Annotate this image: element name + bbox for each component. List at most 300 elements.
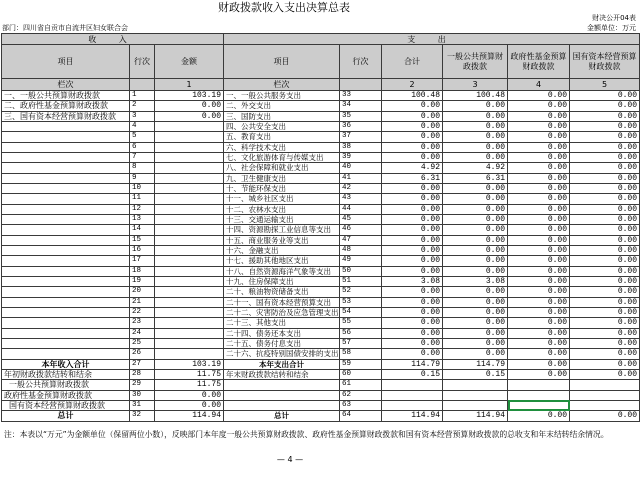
income-item-cell [2,256,130,266]
income-line-cell: 7 [130,152,155,162]
expenditure-item-cell: 二十六、抗疫特别国债安排的支出 [224,349,340,359]
income-amount-cell [155,276,224,286]
income-line-cell: 19 [130,276,155,286]
income-item-cell [2,338,130,348]
income-item-cell [2,214,130,224]
gov-fund-cell: 0.00 [508,276,570,286]
general-budget-cell: 0.00 [443,297,508,307]
state-capital-cell: 0.00 [570,338,640,348]
financial-table [1,33,640,422]
general-budget-cell: 0.00 [443,111,508,121]
gov-fund-cell: 0.00 [508,173,570,183]
state-capital-cell: 0.00 [570,204,640,214]
total-cell: 0.00 [382,132,443,142]
gov-fund-cell: 0.00 [508,152,570,162]
general-budget-cell: 0.00 [443,101,508,111]
expenditure-line-cell: 35 [340,111,382,121]
expenditure-line-cell: 50 [340,266,382,276]
expenditure-line-cell: 59 [340,359,382,369]
total-cell: 0.00 [382,318,443,328]
general-budget-cell: 0.00 [443,307,508,317]
col-number-blank [340,79,382,91]
income-line-cell: 29 [130,380,155,390]
table-row [2,194,640,204]
state-capital-cell: 0.00 [570,111,640,121]
gov-fund-cell: 0.00 [508,214,570,224]
table-row [2,359,640,369]
expenditure-line-cell: 44 [340,204,382,214]
expenditure-line-cell: 58 [340,349,382,359]
total-cell: 114.79 [382,359,443,369]
income-item-cell [2,204,130,214]
income-amount-cell [155,204,224,214]
expenditure-line-cell: 45 [340,214,382,224]
gov-fund-cell: 0.00 [508,225,570,235]
expenditure-line-cell: 42 [340,183,382,193]
expenditure-line-cell: 43 [340,194,382,204]
col-expenditure-item: 项目 [224,45,340,79]
income-line-cell: 15 [130,235,155,245]
income-line-cell: 30 [130,390,155,400]
general-budget-cell: 0.00 [443,349,508,359]
gov-fund-cell: 0.00 [508,369,570,379]
table-row [2,101,640,111]
income-item-cell [2,121,130,131]
col-state-capital: 国有资本经营预算财政拨款 [570,45,640,79]
income-item-cell: 三、国有资本经营预算财政拨款 [2,111,130,121]
income-line-cell: 26 [130,349,155,359]
income-line-cell: 18 [130,266,155,276]
expenditure-item-cell: 二十三、其他支出 [224,318,340,328]
total-cell: 0.15 [382,369,443,379]
col-number-blank [130,79,155,91]
gov-fund-cell: 0.00 [508,287,570,297]
income-item-cell [2,297,130,307]
gov-fund-cell: 0.00 [508,256,570,266]
income-line-cell: 9 [130,173,155,183]
footnote: 注：本表以“万元”为金额单位（保留两位小数），反映部门本年度一般公共预算财政拨款、政府性基金预算财政拨款和国有资本经营预算财政拨款的总收支和年末结转结余情况。 [4,430,609,439]
table-row [2,132,640,142]
general-budget-cell: 0.00 [443,214,508,224]
total-cell [382,380,443,390]
department-label: 部门：四川省自贡市自流井区妇女联合会 [2,24,128,32]
general-budget-cell: 0.00 [443,318,508,328]
expenditure-item-cell: 一、一般公共服务支出 [224,91,340,101]
col-income-amount: 金额 [155,45,224,79]
income-line-cell: 11 [130,194,155,204]
income-item-cell [2,245,130,255]
gov-fund-cell: 0.00 [508,183,570,193]
table-row [2,276,640,286]
total-cell: 0.00 [382,204,443,214]
income-item-cell [2,266,130,276]
income-item-cell: 政府性基金预算财政拨款 [2,390,130,400]
total-cell: 0.00 [382,214,443,224]
expenditure-item-cell: 九、卫生健康支出 [224,173,340,183]
general-budget-cell: 0.00 [443,245,508,255]
gov-fund-cell [508,390,570,400]
income-amount-cell [155,245,224,255]
state-capital-cell [570,390,640,400]
gov-fund-cell: 0.00 [508,194,570,204]
gov-fund-cell: 0.00 [508,297,570,307]
income-line-cell: 13 [130,214,155,224]
income-amount-cell: 11.75 [155,369,224,379]
income-amount-cell [155,287,224,297]
total-cell: 0.00 [382,225,443,235]
income-item-cell [2,307,130,317]
expenditure-item-cell: 十、节能环保支出 [224,183,340,193]
expenditure-line-cell: 39 [340,152,382,162]
expenditure-line-cell: 37 [340,132,382,142]
expenditure-line-cell: 64 [340,411,382,421]
gov-fund-cell: 0.00 [508,204,570,214]
income-amount-cell [155,183,224,193]
income-item-cell: 一般公共预算财政拨款 [2,380,130,390]
expenditure-line-cell: 52 [340,287,382,297]
general-budget-cell: 0.00 [443,266,508,276]
total-cell: 0.00 [382,266,443,276]
table-row [2,307,640,317]
state-capital-cell: 0.00 [570,287,640,297]
income-line-cell: 27 [130,359,155,369]
income-line-cell: 28 [130,369,155,379]
income-line-cell: 25 [130,338,155,348]
income-item-cell [2,328,130,338]
income-amount-cell [155,235,224,245]
income-amount-cell [155,121,224,131]
expenditure-line-cell: 48 [340,245,382,255]
table-row [2,349,640,359]
income-line-cell: 22 [130,307,155,317]
state-capital-cell: 0.00 [570,173,640,183]
expenditure-item-cell: 二十四、债务还本支出 [224,328,340,338]
income-line-cell: 20 [130,287,155,297]
form-number: 财决公开04表 [592,14,636,22]
expenditure-item-cell: 本年支出合计 [224,359,340,369]
gov-fund-cell: 0.00 [508,411,570,421]
income-line-cell: 1 [130,91,155,101]
total-cell: 100.48 [382,91,443,101]
state-capital-cell [570,380,640,390]
col-number: 2 [382,79,443,91]
state-capital-cell: 0.00 [570,359,640,369]
state-capital-cell: 0.00 [570,349,640,359]
total-cell: 0.00 [382,256,443,266]
general-budget-cell: 0.00 [443,194,508,204]
gov-fund-cell: 0.00 [508,132,570,142]
gov-fund-cell: 0.00 [508,328,570,338]
total-cell: 6.31 [382,173,443,183]
income-item-cell [2,132,130,142]
general-budget-cell: 114.94 [443,411,508,421]
income-amount-cell [155,256,224,266]
expenditure-line-cell: 53 [340,297,382,307]
table-row [2,183,640,193]
gov-fund-cell: 0.00 [508,101,570,111]
expenditure-item-cell: 十三、交通运输支出 [224,214,340,224]
income-amount-cell: 0.00 [155,400,224,410]
expenditure-line-cell: 47 [340,235,382,245]
total-cell: 0.00 [382,338,443,348]
expenditure-item-cell: 八、社会保障和就业支出 [224,163,340,173]
total-cell: 0.00 [382,297,443,307]
expenditure-item-cell: 十七、援助其他地区支出 [224,256,340,266]
expenditure-item-cell: 十八、自然资源海洋气象等支出 [224,266,340,276]
table-row [2,214,640,224]
income-line-cell: 4 [130,121,155,131]
income-line-cell: 24 [130,328,155,338]
general-budget-cell: 0.00 [443,152,508,162]
header-income: 收 入 [2,34,224,45]
general-budget-cell [443,380,508,390]
income-amount-cell: 0.00 [155,390,224,400]
general-budget-cell: 0.00 [443,132,508,142]
table-row [2,297,640,307]
income-line-cell: 5 [130,132,155,142]
expenditure-item-cell: 二十一、国有资本经营预算支出 [224,297,340,307]
income-item-cell [2,142,130,152]
income-line-cell: 14 [130,225,155,235]
gov-fund-cell [508,380,570,390]
total-cell: 0.00 [382,328,443,338]
table-row [2,338,640,348]
income-line-cell: 10 [130,183,155,193]
state-capital-cell: 0.00 [570,411,640,421]
expenditure-item-cell: 年末财政拨款结转和结余 [224,369,340,379]
expenditure-item-cell [224,400,340,410]
expenditure-line-cell: 36 [340,121,382,131]
income-amount-cell: 114.94 [155,411,224,421]
expenditure-item-cell [224,380,340,390]
col-general-budget: 一般公共预算财政拨款 [443,45,508,79]
income-amount-cell [155,142,224,152]
table-row [2,266,640,276]
expenditure-item-cell: 十六、金融支出 [224,245,340,255]
table-row [2,204,640,214]
expenditure-line-cell: 41 [340,173,382,183]
expenditure-item-cell: 二十、粮油物资储备支出 [224,287,340,297]
income-amount-cell: 103.19 [155,359,224,369]
income-line-cell: 32 [130,411,155,421]
col-number: 1 [155,79,224,91]
expenditure-item-cell [224,390,340,400]
col-total: 合计 [382,45,443,79]
income-line-cell: 12 [130,204,155,214]
income-line-cell: 17 [130,256,155,266]
gov-fund-cell: 0.00 [508,359,570,369]
expenditure-line-cell: 55 [340,318,382,328]
state-capital-cell: 0.00 [570,214,640,224]
gov-fund-cell: 0.00 [508,235,570,245]
state-capital-cell: 0.00 [570,266,640,276]
general-budget-cell: 4.92 [443,163,508,173]
table-row [2,111,640,121]
gov-fund-cell: 0.00 [508,121,570,131]
table-row [2,163,640,173]
table-row [2,369,640,379]
table-row [2,173,640,183]
table-row [2,152,640,162]
income-amount-cell [155,318,224,328]
income-amount-cell [155,328,224,338]
income-line-cell: 23 [130,318,155,328]
total-cell [382,390,443,400]
income-amount-cell [155,307,224,317]
income-item-cell [2,225,130,235]
expenditure-line-cell: 51 [340,276,382,286]
income-item-cell: 一、一般公共预算财政拨款 [2,91,130,101]
total-cell: 0.00 [382,287,443,297]
table-row [2,225,640,235]
general-budget-cell: 0.00 [443,338,508,348]
total-cell [382,400,443,410]
general-budget-cell: 0.00 [443,328,508,338]
gov-fund-cell: 0.00 [508,111,570,121]
expenditure-line-cell: 56 [340,328,382,338]
expenditure-line-cell: 34 [340,101,382,111]
table-row [2,142,640,152]
general-budget-cell: 0.00 [443,256,508,266]
gov-fund-cell: 0.00 [508,307,570,317]
unit-label: 金额单位：万元 [587,24,636,32]
table-row [2,380,640,390]
expenditure-item-cell: 十四、资源勘探工业信息等支出 [224,225,340,235]
income-item-cell [2,194,130,204]
state-capital-cell: 0.00 [570,245,640,255]
gov-fund-cell: 0.00 [508,91,570,101]
general-budget-cell [443,400,508,410]
expenditure-line-cell: 49 [340,256,382,266]
income-line-cell: 2 [130,101,155,111]
expenditure-item-cell: 二、外交支出 [224,101,340,111]
general-budget-cell: 6.31 [443,173,508,183]
state-capital-cell: 0.00 [570,101,640,111]
state-capital-cell [570,400,640,410]
income-item-cell [2,163,130,173]
gov-fund-cell: 0.00 [508,266,570,276]
gov-fund-cell: 0.00 [508,163,570,173]
table-row [2,256,640,266]
col-gov-fund: 政府性基金预算财政拨款 [508,45,570,79]
expenditure-line-cell: 57 [340,338,382,348]
table-row [2,245,640,255]
table-row [2,235,640,245]
expenditure-item-cell: 六、科学技术支出 [224,142,340,152]
expenditure-line-cell: 38 [340,142,382,152]
income-item-cell: 年初财政拨款结转和结余 [2,369,130,379]
income-item-cell [2,152,130,162]
col-number-label-left: 栏次 [2,79,130,91]
income-amount-cell [155,132,224,142]
state-capital-cell: 0.00 [570,276,640,286]
state-capital-cell: 0.00 [570,225,640,235]
expenditure-item-cell: 十九、住房保障支出 [224,276,340,286]
expenditure-line-cell: 60 [340,369,382,379]
expenditure-item-cell: 二十五、债务付息支出 [224,338,340,348]
header-expenditure: 支 出 [224,34,640,45]
col-expenditure-line: 行次 [340,45,382,79]
state-capital-cell: 0.00 [570,307,640,317]
col-number-label-right: 栏次 [224,79,340,91]
total-cell: 0.00 [382,101,443,111]
expenditure-item-cell: 总计 [224,411,340,421]
income-line-cell: 3 [130,111,155,121]
total-cell: 114.94 [382,411,443,421]
income-item-cell: 国有资本经营预算财政拨款 [2,400,130,410]
state-capital-cell: 0.00 [570,91,640,101]
income-item-cell: 本年收入合计 [2,359,130,369]
income-item-cell [2,276,130,286]
table-row [2,400,640,410]
table-row [2,91,640,101]
income-line-cell: 16 [130,245,155,255]
table-row [2,328,640,338]
income-item-cell [2,318,130,328]
expenditure-line-cell: 46 [340,225,382,235]
gov-fund-cell: 0.00 [508,245,570,255]
general-budget-cell: 0.00 [443,204,508,214]
col-number: 3 [443,79,508,91]
income-line-cell: 8 [130,163,155,173]
expenditure-item-cell: 五、教育支出 [224,132,340,142]
table-row [2,121,640,131]
state-capital-cell: 0.00 [570,318,640,328]
general-budget-cell: 0.15 [443,369,508,379]
expenditure-item-cell: 十五、商业服务业等支出 [224,235,340,245]
general-budget-cell: 0.00 [443,183,508,193]
total-cell: 0.00 [382,194,443,204]
total-cell: 0.00 [382,235,443,245]
income-item-cell: 二、政府性基金预算财政拨款 [2,101,130,111]
general-budget-cell: 0.00 [443,142,508,152]
table-row [2,411,640,421]
income-amount-cell [155,152,224,162]
income-item-cell [2,173,130,183]
income-item-cell [2,287,130,297]
income-line-cell: 21 [130,297,155,307]
general-budget-cell: 0.00 [443,121,508,131]
income-item-cell [2,349,130,359]
gov-fund-cell [508,400,570,410]
general-budget-cell: 0.00 [443,225,508,235]
total-cell: 0.00 [382,152,443,162]
total-cell: 3.08 [382,276,443,286]
expenditure-line-cell: 62 [340,390,382,400]
income-item-cell [2,235,130,245]
col-number: 4 [508,79,570,91]
income-amount-cell: 0.00 [155,111,224,121]
income-amount-cell [155,194,224,204]
general-budget-cell [443,390,508,400]
general-budget-cell: 3.08 [443,276,508,286]
state-capital-cell: 0.00 [570,256,640,266]
general-budget-cell: 0.00 [443,235,508,245]
gov-fund-cell: 0.00 [508,318,570,328]
page-title: 财政拨款收入支出决算总表 [218,1,350,14]
income-amount-cell [155,349,224,359]
total-cell: 0.00 [382,142,443,152]
total-cell: 0.00 [382,111,443,121]
expenditure-line-cell: 54 [340,307,382,317]
state-capital-cell: 0.00 [570,297,640,307]
page-number: — 4 — [276,455,304,464]
state-capital-cell: 0.00 [570,183,640,193]
state-capital-cell: 0.00 [570,142,640,152]
gov-fund-cell: 0.00 [508,349,570,359]
table-row [2,390,640,400]
income-item-cell: 总计 [2,411,130,421]
